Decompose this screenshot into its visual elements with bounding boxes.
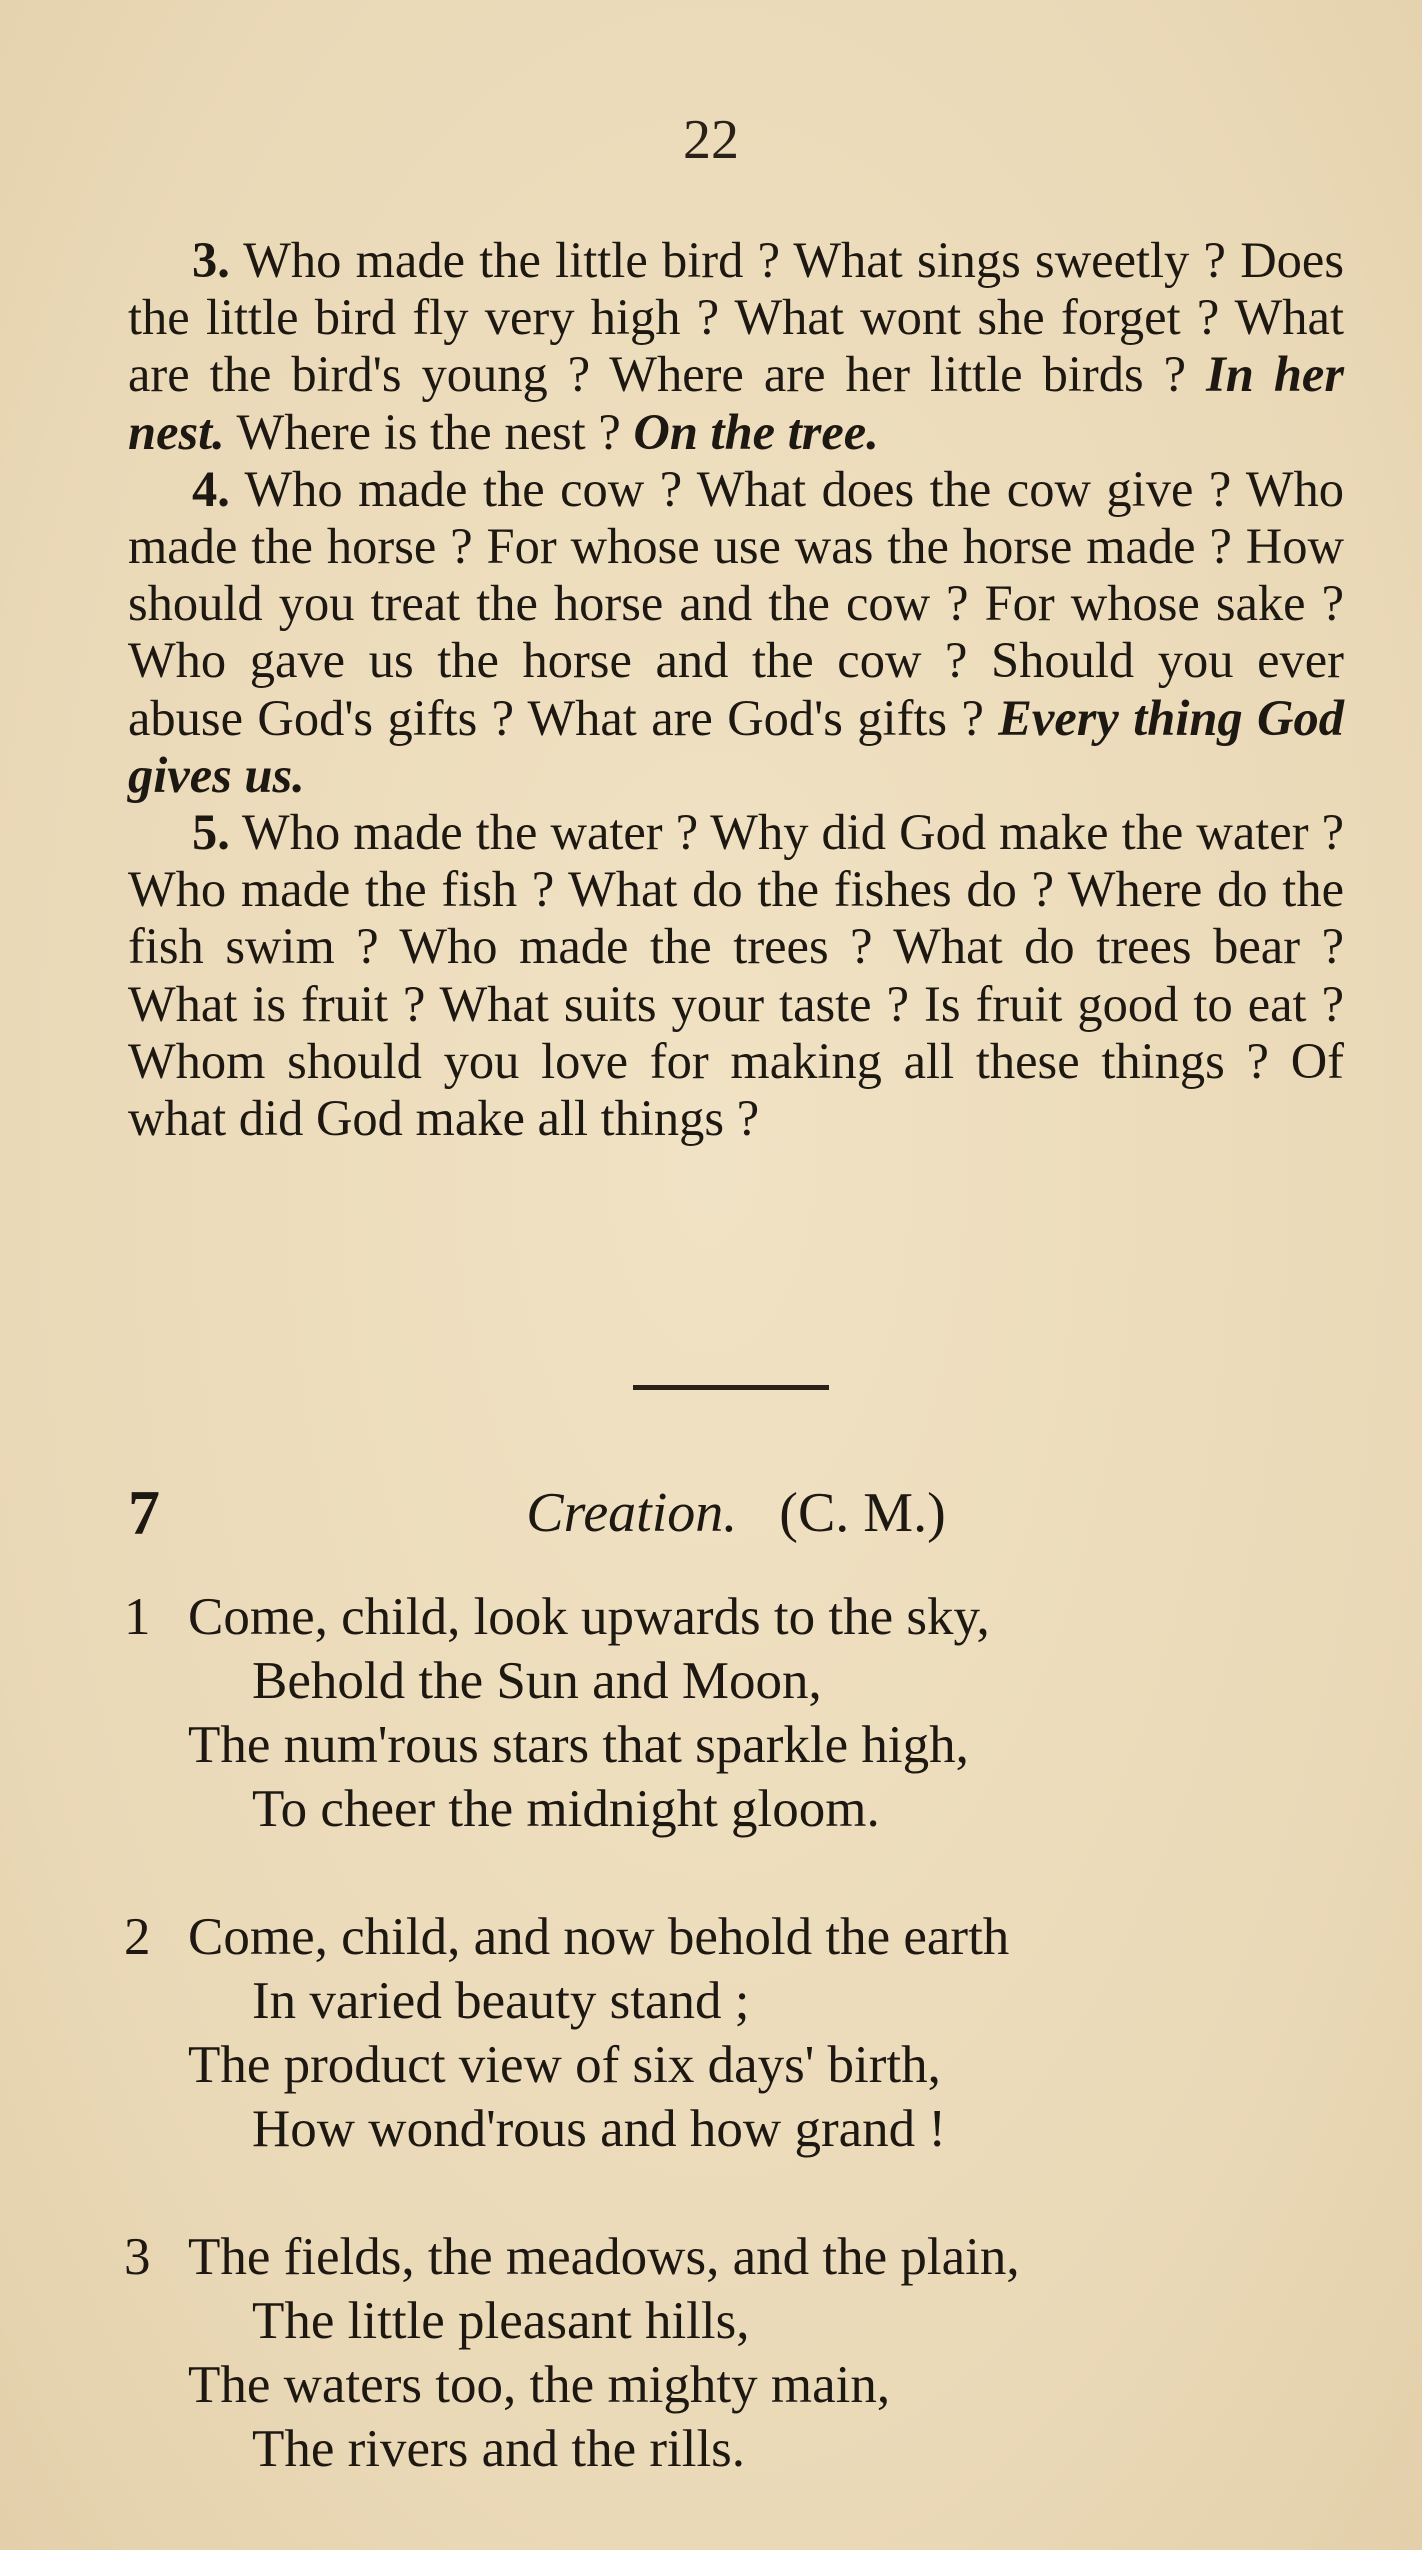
paragraph-text: Where is the nest ?: [236, 403, 621, 460]
verse-line: Behold the Sun and Moon,: [252, 1652, 822, 1710]
hymn-number: 7: [128, 1477, 160, 1548]
paragraph-text: Who made the cow ? What does the cow give ? Who made the horse ? For whose use was the horse made ? How should you treat the horse and the cow ? For whose sake ? Who gave us the horse and the cow ? Should you ever abuse God's gifts ? What are God's gifts ?: [128, 460, 1344, 746]
hymn-meter: (C. M.): [779, 1482, 946, 1544]
verse-line: The rivers and the rills.: [252, 2420, 746, 2478]
verse-line: To cheer the midnight gloom.: [252, 1780, 880, 1838]
verse-line: The product view of six days' birth,: [188, 2036, 941, 2094]
question-paragraph-5: [128, 804, 1344, 1147]
question-paragraph-4: [128, 461, 1344, 804]
section-divider: [633, 1385, 829, 1390]
hymn-title: Creation.: [526, 1482, 738, 1544]
stanza-number: 2: [124, 1908, 151, 1966]
verse-line: The waters too, the mighty main,: [188, 2356, 891, 2414]
question-paragraph-3: [128, 232, 1344, 461]
stanza: [124, 1585, 1344, 1841]
paragraph-number: 4.: [192, 460, 230, 517]
paragraph-number: 5.: [192, 804, 230, 861]
verse-line: The little pleasant hills,: [252, 2292, 750, 2350]
questions-section: [128, 232, 1344, 1147]
stanza: [124, 2225, 1344, 2481]
verse-line: Come, child, and now behold the earth: [188, 1908, 1010, 1966]
paragraph-text: Who made the water ? Why did God make the water ? Who made the fish ? What do the fishes do ? Where do the fish swim ? Who made the trees ? What do trees bear ? What is fruit ? What suits your taste ? Is fruit good to eat ? Whom should you love for making all these things ? Of what did God make all things ?: [128, 804, 1344, 1147]
verse-line: The fields, the meadows, and the plain,: [188, 2228, 1020, 2286]
stanza-number: 1: [124, 1588, 151, 1646]
paragraph-answer: In her nest.: [128, 346, 1345, 460]
paragraph-answer: Every thing God gives us.: [128, 689, 1345, 803]
hymn-header: [128, 1478, 1344, 1548]
paragraph-text: Who made the little bird ? What sings sweetly ? Does the little bird fly very high ? What wont she forget ? What are the bird's young ? Where are her little birds ?: [128, 232, 1344, 403]
paragraph-number: 3.: [192, 232, 230, 288]
hymn-title-line: [128, 1478, 1344, 1548]
paragraph-answer: On the tree.: [633, 403, 879, 460]
verse-line: The num'rous stars that sparkle high,: [188, 1716, 969, 1774]
stanza-number: 3: [124, 2228, 151, 2286]
hymn-stanzas: [124, 1585, 1344, 2545]
verse-line: In varied beauty stand ;: [252, 1972, 750, 2030]
verse-line: How wond'rous and how grand !: [252, 2100, 947, 2158]
stanza: [124, 1905, 1344, 2161]
verse-line: Come, child, look upwards to the sky,: [188, 1588, 990, 1646]
page-number: 22: [683, 109, 739, 171]
